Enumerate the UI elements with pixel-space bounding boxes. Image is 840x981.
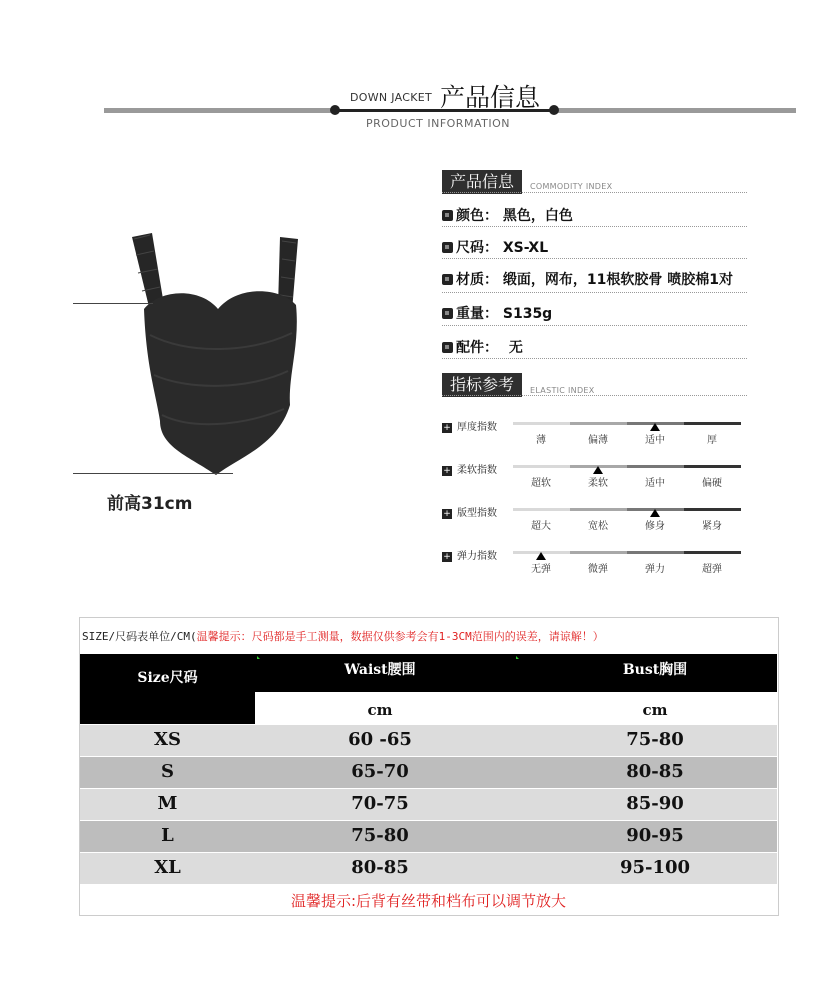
info-label: 材质： xyxy=(456,272,498,288)
scale-segment xyxy=(684,465,741,468)
table-row xyxy=(80,757,777,788)
bust-unit: cm xyxy=(642,701,668,719)
product-image xyxy=(120,225,300,480)
header-line-right xyxy=(556,108,796,113)
waist-unit: cm xyxy=(367,701,393,719)
scale-segment xyxy=(627,551,684,554)
scale-tick-label: 弹力 xyxy=(645,564,665,575)
size-note xyxy=(82,628,604,644)
adjustment-note: 温馨提示:后背有丝带和档布可以调节放大 xyxy=(290,892,567,910)
scale-label-text: 柔软指数 xyxy=(457,465,497,476)
scale-tick-label: 修身 xyxy=(645,521,665,532)
plus-icon: + xyxy=(443,509,451,519)
bullet-icon xyxy=(442,274,453,285)
scale-tick-label: 无弹 xyxy=(531,564,551,575)
scale-label-fit xyxy=(442,504,497,519)
scale-segment xyxy=(513,422,570,425)
scale-label-thickness xyxy=(442,418,497,433)
scale-segment xyxy=(684,422,741,425)
divider xyxy=(442,325,747,326)
divider xyxy=(442,358,747,359)
info-value: XS-XL xyxy=(502,240,549,256)
size-cell: XS xyxy=(154,729,181,750)
header-subtitle: PRODUCT INFORMATION xyxy=(366,117,510,130)
scale-label-softness xyxy=(442,461,497,476)
measure-line-top xyxy=(73,303,153,304)
cell-marker xyxy=(516,656,519,659)
size-cell: S xyxy=(161,761,174,782)
scale-tick-label: 适中 xyxy=(645,478,665,489)
scale-label-text: 弹力指数 xyxy=(457,551,497,562)
scale-tick-label: 厚 xyxy=(707,435,717,446)
waist-cell: 60 -65 xyxy=(348,729,412,750)
waist-header: Waist腰围 xyxy=(344,662,416,678)
bust-cell: 75-80 xyxy=(626,729,684,750)
bust-cell: 80-85 xyxy=(626,761,684,782)
elastic-subtitle: ELASTIC INDEX xyxy=(530,386,595,395)
bullet-icon xyxy=(442,210,453,221)
info-label: 颜色： xyxy=(456,208,498,224)
scale-segment xyxy=(570,551,627,554)
scale-tick-label: 紧身 xyxy=(702,521,722,532)
table-row xyxy=(80,821,777,852)
table-row xyxy=(80,725,777,756)
scale-segment xyxy=(684,508,741,511)
info-value: S135g xyxy=(502,306,553,322)
scale-segment xyxy=(684,551,741,554)
bust-header: Bust胸围 xyxy=(622,662,688,678)
bullet-icon xyxy=(442,342,453,353)
note-prefix: SIZE/尺码表单位/CM( xyxy=(82,630,197,643)
scale-tick-label: 薄 xyxy=(536,435,546,446)
scale-tick-label: 宽松 xyxy=(588,521,608,532)
info-row-accessories xyxy=(442,337,523,357)
scale-segment xyxy=(570,422,627,425)
size-cell: XL xyxy=(154,857,181,878)
scale-tick-label: 超弹 xyxy=(702,564,722,575)
scale-marker-icon xyxy=(650,509,660,517)
scale-segment xyxy=(627,465,684,468)
size-header-cell xyxy=(80,654,255,724)
scale-marker-icon xyxy=(536,552,546,560)
size-cell: L xyxy=(161,825,174,846)
commodity-subtitle: COMMODITY INDEX xyxy=(530,182,613,191)
divider xyxy=(442,292,747,293)
size-header: Size尺码 xyxy=(137,670,198,686)
waist-cell: 75-80 xyxy=(351,825,409,846)
scale-segment xyxy=(513,508,570,511)
scale-label-text: 版型指数 xyxy=(457,508,497,519)
scale-segment xyxy=(570,508,627,511)
scale-label-elasticity xyxy=(442,547,497,562)
scale-tick-label: 适中 xyxy=(645,435,665,446)
divider xyxy=(442,192,747,193)
measure-line-bottom xyxy=(73,473,233,474)
waist-cell: 80-85 xyxy=(351,857,409,878)
header-dot-left xyxy=(330,105,340,115)
plus-icon: + xyxy=(443,466,451,476)
info-row-material xyxy=(442,269,733,289)
plus-icon: + xyxy=(443,423,451,433)
info-value: 无 xyxy=(508,340,523,356)
scale-tick-label: 柔软 xyxy=(588,478,608,489)
bust-cell: 95-100 xyxy=(619,857,691,878)
bust-cell: 90-95 xyxy=(626,825,684,846)
scale-tick-label: 偏薄 xyxy=(588,435,608,446)
info-row-size xyxy=(442,237,548,257)
info-row-weight xyxy=(442,303,552,323)
front-height-label: 前高31cm xyxy=(107,494,193,514)
info-row-color xyxy=(442,205,573,225)
table-row xyxy=(80,853,777,884)
scale-tick-label: 偏硬 xyxy=(702,478,722,489)
commodity-title: 产品信息 xyxy=(442,170,522,194)
info-value: 缎面，网布，11根软胶骨 喷胶棉1对 xyxy=(502,272,733,288)
info-label: 尺码： xyxy=(456,240,498,256)
plus-icon: + xyxy=(443,552,451,562)
bullet-icon xyxy=(442,308,453,319)
header-dot-right xyxy=(549,105,559,115)
header-line-left xyxy=(104,108,336,113)
scale-marker-icon xyxy=(593,466,603,474)
bullet-icon xyxy=(442,242,453,253)
size-cell: M xyxy=(157,793,178,814)
table-row xyxy=(80,789,777,820)
scale-tick-label: 微弹 xyxy=(588,564,608,575)
scale-segment xyxy=(513,465,570,468)
waist-cell: 70-75 xyxy=(351,793,409,814)
elastic-title: 指标参考 xyxy=(442,373,522,397)
info-label: 重量： xyxy=(456,306,498,322)
waist-cell: 65-70 xyxy=(351,761,409,782)
bust-cell: 85-90 xyxy=(626,793,684,814)
divider xyxy=(442,226,747,227)
header-cn-title: 产品信息 xyxy=(440,83,541,112)
scale-tick-label: 超大 xyxy=(531,521,551,532)
header-en-title: DOWN JACKET xyxy=(350,91,432,104)
info-value: 黑色，白色 xyxy=(502,208,573,224)
note-warning: 温馨提示：尺码都是手工测量，数据仅供参考会有1-3CM范围内的误差，请谅解！） xyxy=(196,630,604,643)
bodice xyxy=(144,291,297,475)
scale-marker-icon xyxy=(650,423,660,431)
scale-label-text: 厚度指数 xyxy=(457,422,497,433)
divider xyxy=(442,395,747,396)
divider xyxy=(442,258,747,259)
scale-tick-label: 超软 xyxy=(531,478,551,489)
cell-marker xyxy=(257,656,260,659)
info-label: 配件： xyxy=(456,340,498,356)
